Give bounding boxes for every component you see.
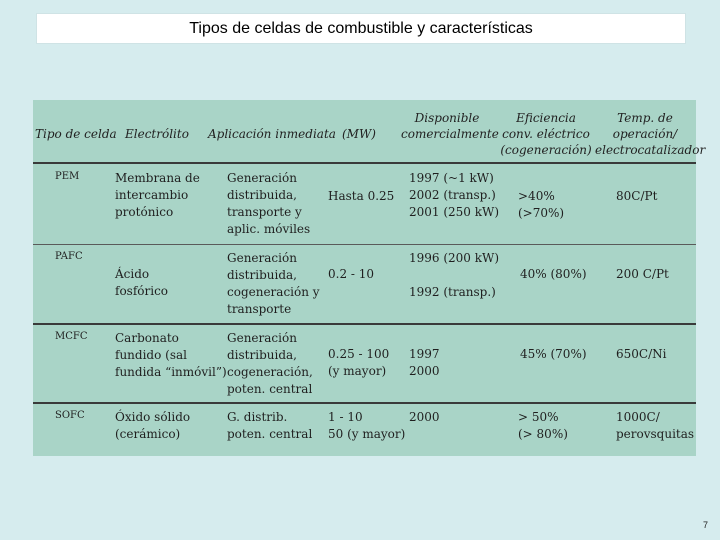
cell-eficiencia: > 50% (> 80%) — [518, 410, 568, 441]
header-temp: Temp. de operación/ electrocatalizador — [595, 111, 706, 157]
cell-temp: 650C/Ni — [616, 347, 667, 361]
cell-mw: 1 - 10 50 (y mayor) — [328, 410, 406, 441]
cell-eficiencia: 45% (70%) — [520, 347, 587, 361]
slide-title-text: Tipos de celdas de combustible y características — [189, 19, 533, 37]
table-row — [33, 164, 696, 244]
cell-temp: 200 C/Pt — [616, 267, 669, 281]
cell-mw: 0.25 - 100 (y mayor) — [328, 347, 390, 378]
cell-temp: 1000C/ perovsquitas — [616, 410, 695, 441]
row-divider — [33, 323, 696, 325]
header-mw: (MW) — [342, 127, 376, 141]
header-disponible: Disponible comercialmente — [401, 111, 499, 141]
fuel-cell-table — [33, 100, 706, 456]
cell-aplicacion: G. distrib. poten. central — [227, 410, 313, 441]
cell-temp: 80C/Pt — [616, 189, 658, 203]
cell-electrolito: Membrana de intercambio protónico — [115, 171, 200, 219]
cell-eficiencia: >40% (>70%) — [518, 189, 565, 220]
header-electrolito: Electrólito — [125, 127, 189, 141]
cell-electrolito: Carbonato fundido (sal fundida “inmóvil”) — [115, 331, 227, 379]
header-tipo: Tipo de celda — [35, 127, 117, 141]
cell-tipo: PEM — [55, 171, 80, 182]
table-row — [33, 326, 696, 402]
cell-disponible: 1996 (200 kW) 1992 (transp.) — [409, 251, 500, 299]
cell-disponible: 2000 — [409, 410, 440, 424]
cell-disponible: 1997 2000 — [409, 347, 440, 378]
cell-mw: Hasta 0.25 — [328, 189, 395, 203]
page-number: 7 — [702, 520, 708, 530]
cell-disponible: 1997 (~1 kW) 2002 (transp.) 2001 (250 kW) — [409, 171, 500, 219]
cell-electrolito: Ácido fosfórico — [115, 267, 169, 298]
cell-tipo: PAFC — [55, 251, 83, 262]
header-aplicacion: Aplicación inmediata — [208, 127, 336, 141]
table-row — [33, 246, 696, 322]
table-header-row — [33, 100, 706, 162]
cell-aplicacion: Generación distribuida, transporte y aplic. móviles — [227, 171, 311, 236]
cell-tipo: MCFC — [55, 331, 88, 342]
cell-aplicacion: Generación distribuida, cogeneración, poten. central — [227, 331, 313, 396]
cell-electrolito: Óxido sólido (cerámico) — [115, 410, 191, 441]
row-divider — [33, 402, 696, 404]
row-divider — [33, 244, 696, 245]
cell-aplicacion: Generación distribuida, cogeneración y transporte — [227, 251, 320, 316]
slide-title — [36, 13, 686, 44]
header-eficiencia: Eficiencia conv. eléctrico (cogeneración) — [500, 111, 592, 157]
cell-tipo: SOFC — [55, 410, 85, 421]
cell-eficiencia: 40% (80%) — [520, 267, 587, 281]
table-row — [33, 405, 696, 453]
cell-mw: 0.2 - 10 — [328, 267, 375, 281]
